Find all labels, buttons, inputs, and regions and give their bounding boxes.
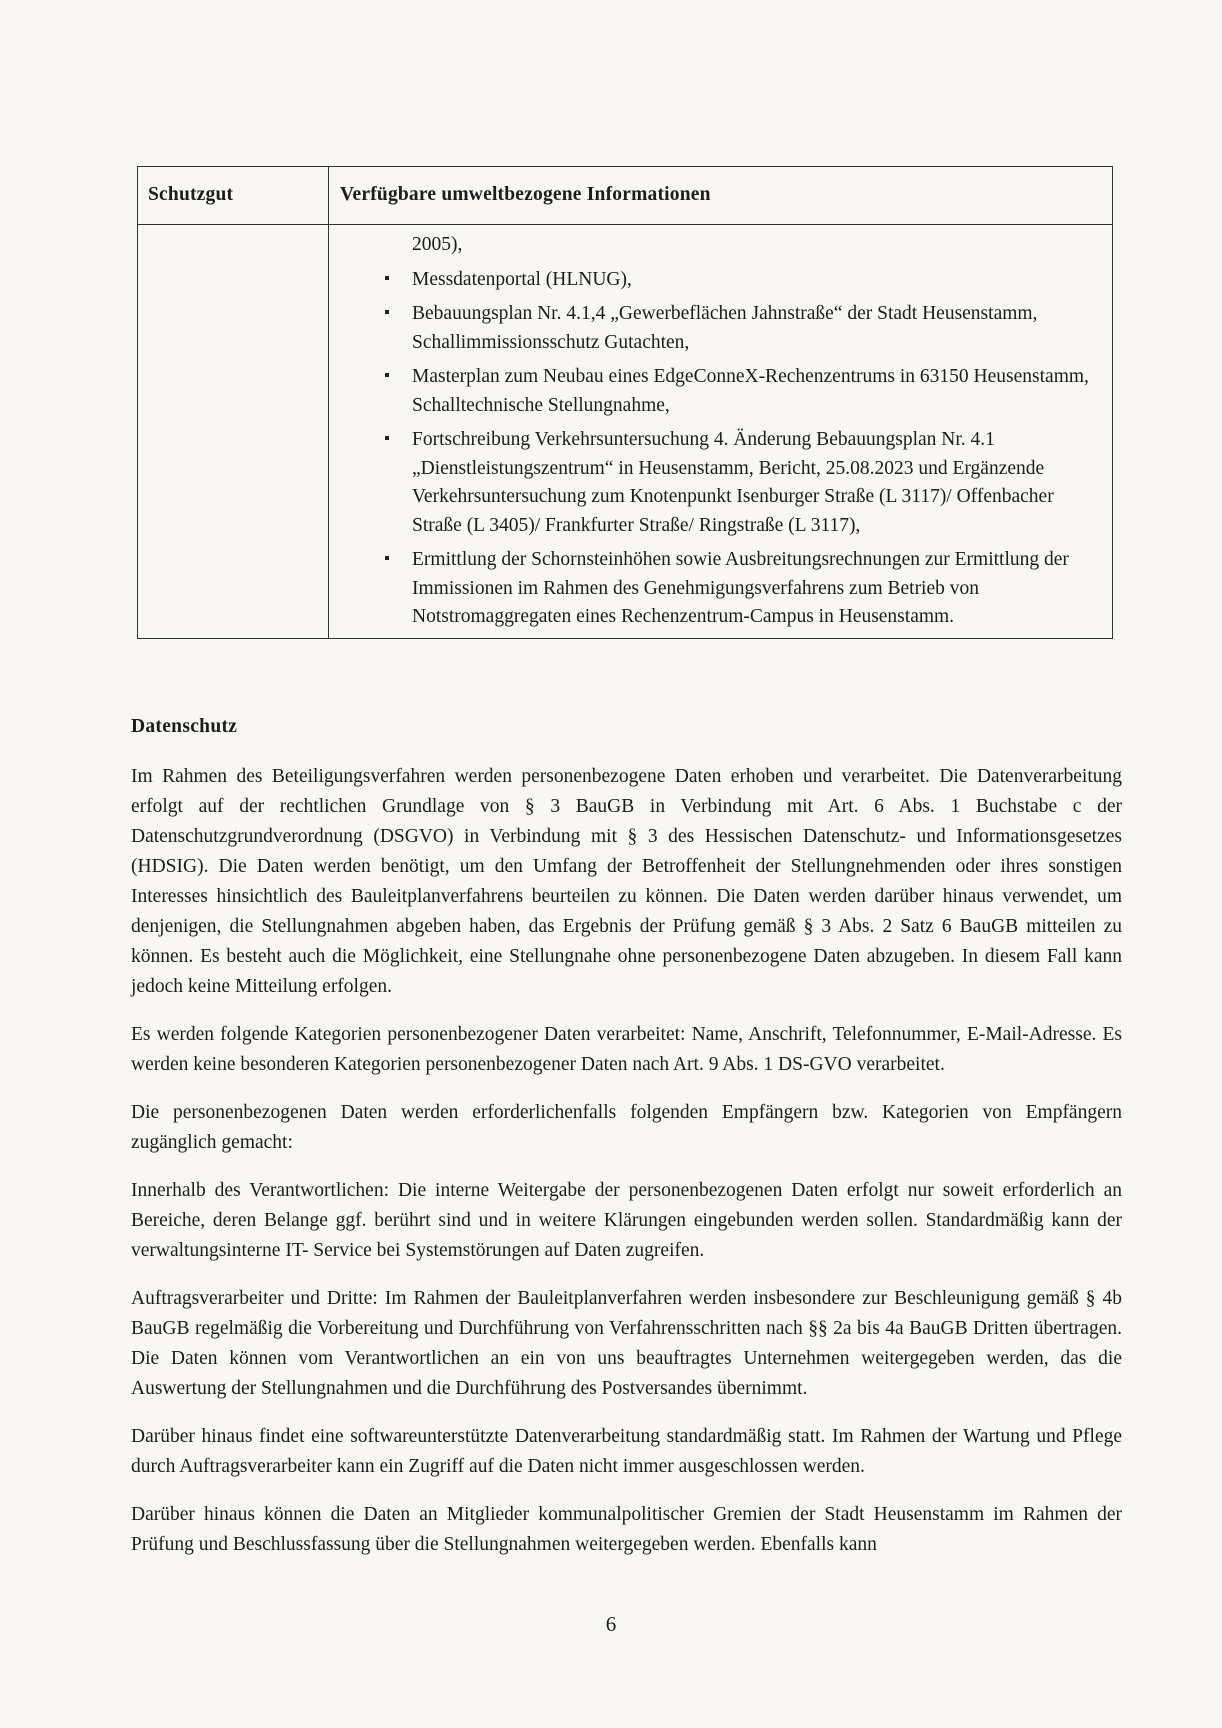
datenschutz-section [131, 712, 1122, 1578]
header-informationen: Verfügbare umweltbezogene Informationen [329, 167, 1113, 225]
information-list [351, 266, 1104, 632]
paragraph: Auftragsverarbeiter und Dritte: Im Rahmen der Bauleitplanverfahren werden insbesondere zur Beschleunigung gemäß § 4b BauGB regelmäßig die Vorbereitung und Durchführung von Verfahrensschritten nach §§ 2a bis 4a BauGB Dritten übertragen. Die Daten können vom Verantwortlichen an ein von uns beauftragtes Unternehmen weitergegeben werden, das die Auswertung der Stellungnahmen und die Durchführung des Postversandes übernimmt. [131, 1288, 1122, 1399]
list-item: Masterplan zum Neubau eines EdgeConneX-Rechenzentrums in 63150 Heusenstamm, Schalltechnische Stellungnahme, [351, 363, 1104, 420]
list-item: Messdatenportal (HLNUG), [351, 266, 1104, 295]
continuation-text: 2005), [412, 234, 463, 255]
paragraph: Die personenbezogenen Daten werden erforderlichenfalls folgenden Empfängern bzw. Kategorien von Empfängern zugänglich gemacht: [131, 1102, 1122, 1153]
paragraph: Darüber hinaus findet eine softwareunterstützte Datenverarbeitung standardmäßig statt. Im Rahmen der Wartung und Pflege durch Auftragsverarbeiter kann ein Zugriff auf die Daten nicht immer ausgeschlossen werden. [131, 1426, 1122, 1477]
paragraph: Es werden folgende Kategorien personenbezogener Daten verarbeitet: Name, Anschrift, Telefonnummer, E-Mail-Adresse. Es werden keine besonderen Kategorien personenbezogener Daten nach Art. 9 Abs. 1 DS-GVO verarbeitet. [131, 1024, 1122, 1075]
environmental-info-table [137, 166, 1113, 639]
table-header-row [138, 167, 1113, 225]
header-schutzgut: Schutzgut [138, 167, 329, 225]
table-row [138, 225, 1113, 639]
list-item: Fortschreibung Verkehrsuntersuchung 4. Änderung Bebauungsplan Nr. 4.1 „Dienstleistungszentrum“ in Heusenstamm, Bericht, 25.08.2023 und Ergänzende Verkehrsuntersuchung zum Knotenpunkt Isenburger Straße (L 3117)/ Offenbacher Straße (L 3405)/ Frankfurter Straße/ Ringstraße (L 3117), [351, 426, 1104, 540]
section-heading: Datenschutz [131, 716, 238, 737]
schutzgut-cell [138, 225, 329, 639]
information-cell [329, 225, 1113, 639]
page-number: 6 [605, 1612, 617, 1636]
paragraph: Innerhalb des Verantwortlichen: Die interne Weitergabe der personenbezogenen Daten erfolgt nur soweit erforderlich an Bereiche, deren Belange ggf. berührt sind und in weitere Klärungen eingebunden werden sollen. Standardmäßig kann der verwaltungsinterne IT- Service bei Systemstörungen auf Daten zugreifen. [131, 1180, 1122, 1261]
paragraph: Im Rahmen des Beteiligungsverfahren werden personenbezogene Daten erhoben und verarbeitet. Die Datenverarbeitung erfolgt auf der rechtlichen Grundlage von § 3 BauGB in Verbindung mit Art. 6 Abs. 1 Buchstabe c der Datenschutzgrundverordnung (DSGVO) in Verbindung mit § 3 des Hessischen Datenschutz- und Informationsgesetzes (HDSIG). Die Daten werden benötigt, um den Umfang der Betroffenheit der Stellungnehmenden oder ihres sonstigen Interesses hinsichtlich des Bauleitplanverfahrens beurteilen zu können. Die Daten werden darüber hinaus verwendet, um denjenigen, die Stellungnahmen abgeben haben, das Ergebnis der Prüfung gemäß § 3 Abs. 2 Satz 6 BauGB mitteilen zu können. Es besteht auch die Möglichkeit, eine Stellungnahe ohne personenbezogene Daten abzugeben. In diesem Fall kann jedoch keine Mitteilung erfolgen. [131, 766, 1122, 997]
list-item: Ermittlung der Schornsteinhöhen sowie Ausbreitungsrechnungen zur Ermittlung der Immissionen im Rahmen des Genehmigungsverfahrens zum Betrieb von Notstromaggregaten eines Rechenzentrum-Campus in Heusenstamm. [351, 546, 1104, 632]
paragraph: Darüber hinaus können die Daten an Mitglieder kommunalpolitischer Gremien der Stadt Heusenstamm im Rahmen der Prüfung und Beschlussfassung über die Stellungnahmen weitergegeben werden. Ebenfalls kann [131, 1504, 1122, 1555]
list-item: Bebauungsplan Nr. 4.1,4 „Gewerbeflächen Jahnstraße“ der Stadt Heusenstamm, Schallimmissionsschutz Gutachten, [351, 300, 1104, 357]
